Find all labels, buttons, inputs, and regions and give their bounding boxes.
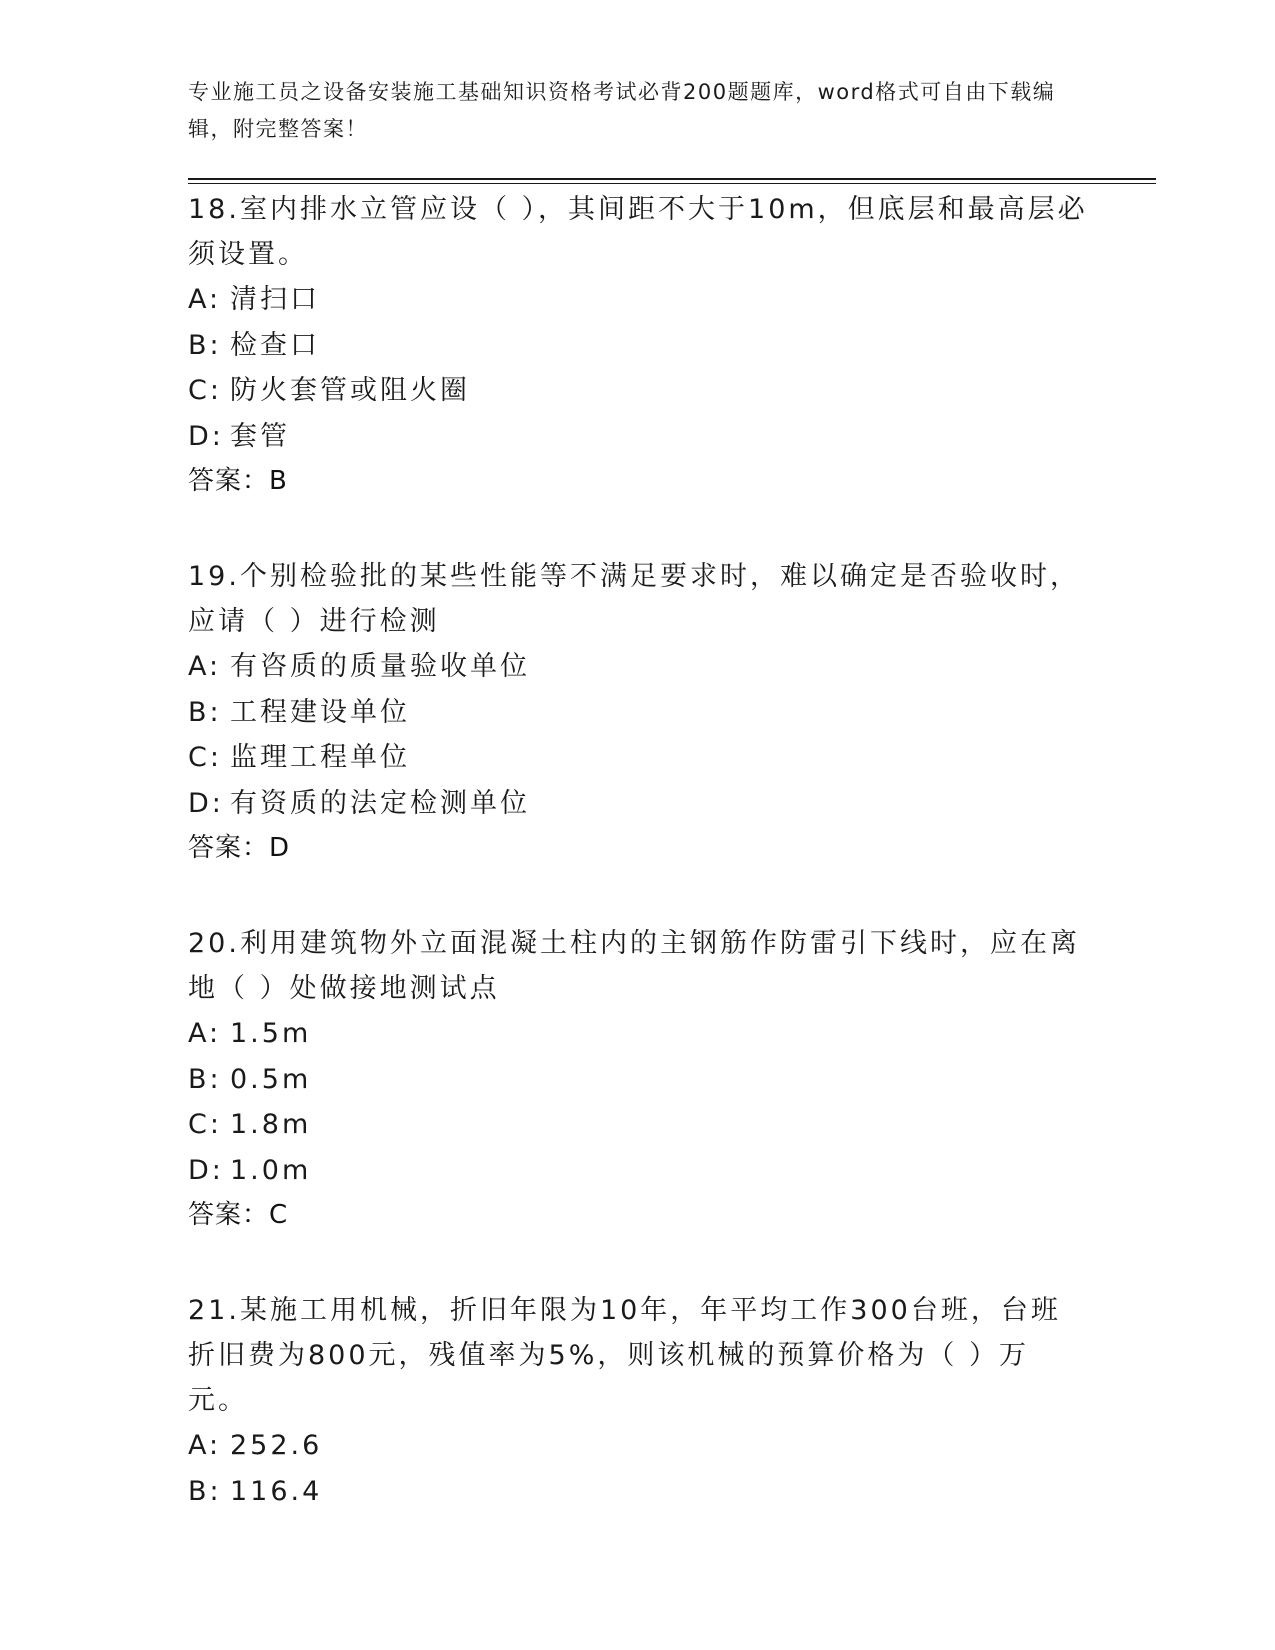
option-c	[188, 1102, 1088, 1148]
question-stem: 20.利用建筑物外立面混凝土柱内的主钢筋作防雷引下线时，应在离地（ ）处做接地测试点	[188, 928, 1080, 1004]
question-19	[188, 554, 1088, 871]
question-21	[188, 1288, 1088, 1514]
option-letter: D:	[188, 787, 224, 819]
option-a	[188, 1423, 1088, 1469]
option-letter: A:	[188, 1430, 222, 1461]
option-d	[188, 1148, 1088, 1194]
option-letter: A:	[188, 1018, 222, 1049]
option-text: 有咨质的质量验收单位	[230, 651, 530, 682]
answer-line: 答案：D	[188, 833, 291, 863]
option-letter: B:	[188, 1475, 222, 1507]
option-letter: D:	[188, 420, 224, 452]
question-20	[188, 921, 1088, 1238]
option-text: 监理工程单位	[230, 742, 410, 773]
header-divider-thick	[188, 178, 1156, 180]
option-text: 有资质的法定检测单位	[230, 787, 530, 819]
question-stem: 19.个别检验批的某些性能等不满足要求时，难以确定是否验收时，应请（ ）进行检测	[188, 561, 1080, 637]
option-a	[188, 277, 1088, 323]
document-header-text: 专业施工员之设备安装施工基础知识资格考试必背200题题库，word格式可自由下载编辑，附完整答案！	[188, 80, 1056, 141]
option-letter: A:	[188, 651, 222, 682]
option-text: 1.8m	[230, 1109, 312, 1140]
option-c	[188, 368, 1088, 414]
option-a	[188, 1011, 1088, 1057]
option-text: 116.4	[230, 1475, 323, 1507]
option-letter: C:	[188, 742, 222, 773]
option-letter: B:	[188, 329, 222, 361]
option-text: 252.6	[230, 1430, 323, 1461]
option-letter: B:	[188, 696, 222, 728]
option-text: 0.5m	[230, 1063, 312, 1095]
option-d	[188, 781, 1088, 827]
question-list	[188, 187, 1088, 1564]
question-18	[188, 187, 1088, 504]
option-text: 1.5m	[230, 1018, 312, 1049]
option-text: 工程建设单位	[230, 696, 410, 728]
option-text: 套管	[230, 420, 290, 452]
option-text: 防火套管或阻火圈	[230, 375, 470, 406]
option-b	[188, 690, 1088, 736]
option-letter: A:	[188, 284, 222, 315]
option-text: 1.0m	[230, 1154, 312, 1186]
option-d	[188, 414, 1088, 460]
option-letter: C:	[188, 375, 222, 406]
option-a	[188, 644, 1088, 690]
option-letter: B:	[188, 1063, 222, 1095]
option-letter: C:	[188, 1109, 222, 1140]
answer-line: 答案：B	[188, 466, 288, 496]
option-b	[188, 1469, 1088, 1515]
answer-line: 答案：C	[188, 1200, 289, 1230]
question-stem: 21.某施工用机械，折旧年限为10年，年平均工作300台班，台班折旧费为800元，残值率为5%，则该机械的预算价格为（ ）万元。	[188, 1295, 1061, 1416]
question-stem: 18.室内排水立管应设（ ），其间距不大于10m，但底层和最高层必须设置。	[188, 194, 1088, 270]
option-letter: D:	[188, 1154, 224, 1186]
option-c	[188, 735, 1088, 781]
option-b	[188, 323, 1088, 369]
option-text: 检查口	[230, 329, 320, 361]
header-divider-thin	[188, 183, 1156, 184]
option-text: 清扫口	[230, 284, 320, 315]
option-b	[188, 1057, 1088, 1103]
